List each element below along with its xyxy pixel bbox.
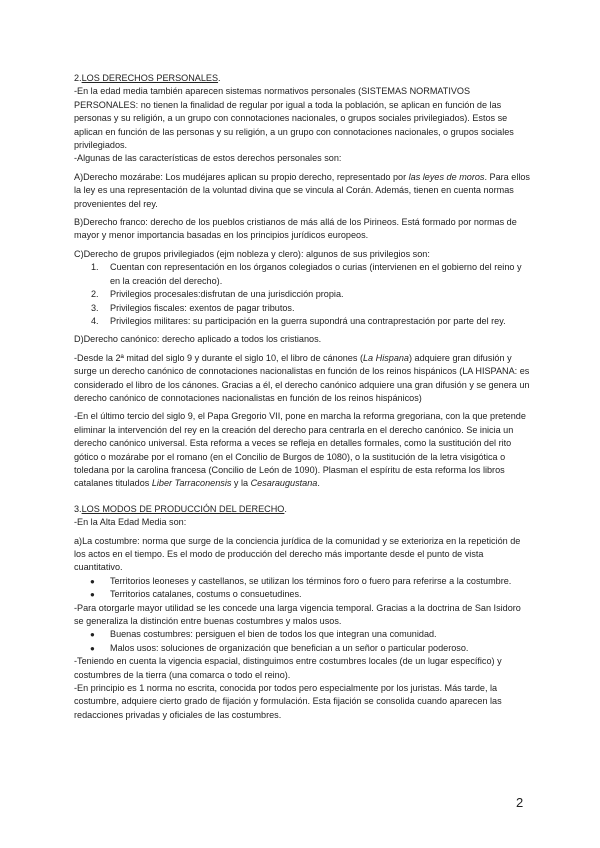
list-text: Malos usos: soluciones de organización que benefician a un señor o particular poderoso. bbox=[110, 642, 469, 653]
list-text: Cuentan con representación en los órganos colegiados o curias (intervienen en el gobierno del reino y en la creación del derecho). bbox=[110, 262, 522, 286]
text-run: A)Derecho mozárabe: Los mudéjares aplican su propio derecho, representado por bbox=[74, 171, 409, 182]
italic-run: Liber Tarraconensis bbox=[151, 478, 232, 489]
privileges-list bbox=[74, 261, 530, 328]
list-text: Territorios leoneses y castellanos, se utilizan los términos foro o fuero para referirse a la costumbre. bbox=[110, 575, 512, 586]
bullet-icon: ● bbox=[90, 576, 95, 586]
s2-intro2-paragraph: -Algunas de las características de estos derechos personales son: bbox=[74, 153, 342, 164]
hispana-paragraph bbox=[74, 352, 530, 406]
gregoriana-paragraph bbox=[74, 410, 530, 490]
text-run: ) adquiere gran difusión y surge un derecho canónico de connotaciones nacionalistas en función de los reinos hispánicos (LA HISPANA: es considerado el libro de los cánones. Gracias a él, el derecho canónico adquiere una gran difusión y se genera un derecho canónico de connotaciones nacionalistas en función de los reinos hispánicos) bbox=[74, 352, 530, 403]
list-item bbox=[74, 315, 530, 328]
text-run: -En el último tercio del siglo 9, el Papa Gregorio VII, pone en marcha la reforma gregoriana, con la que pretende eliminar la intervención del rey en la creación del derecho para centrarla en el derecho canónico. Se inicia un derecho canónico universal. Esta reforma a veces se refleja en detalles formales, como la sustitución del rito gótico o mozárabe por el romano (en el Concilio de Burgos de 1080), o la sustitución de la letra visigótica o toledana por la carolina francesa (Concilio de León de 1090). Plasman el espíritu de esta reforma los libros catalanes titulados bbox=[74, 411, 526, 489]
italic-run: Cesaraugustana bbox=[250, 478, 318, 489]
costumbre-paragraph: a)La costumbre: norma que surge de la conciencia jurídica de la comunidad y se exterioriza en la repetición de los actos en el tiempo. Es el modo de producción del derecho más importante desde el punto de vista cuantitativo. bbox=[74, 535, 521, 573]
list-item bbox=[74, 642, 530, 655]
document-page bbox=[74, 72, 530, 722]
italic-run: La Hispana bbox=[362, 352, 409, 363]
bullet-icon: ● bbox=[90, 590, 95, 600]
vigencia-temporal-paragraph: -Para otorgarle mayor utilidad se les concede una larga vigencia temporal. Gracias a la doctrina de San Isidoro se generaliza la distinción entre buenas costumbres y malos usos. bbox=[74, 602, 521, 627]
section-number: 3. bbox=[74, 503, 82, 514]
heading-period: . bbox=[218, 73, 221, 83]
section-3-heading bbox=[74, 503, 530, 516]
norma-escrita-paragraph: -En principio es 1 norma no escrita, conocida por todos pero especialmente por los juristas. Más tarde, la costumbre, adquiere cierto grado de fijación y formulación. Esta fijación se consolida cuando aparecen las redacciones privadas y oficiales de las costumbres. bbox=[74, 683, 502, 720]
privilegiados-paragraph: C)Derecho de grupos privilegiados (ejm nobleza y clero): algunos de sus privilegios son: bbox=[74, 248, 430, 259]
franco-paragraph: B)Derecho franco: derecho de los pueblos cristianos de más allá de los Pirineos. Está formado por normas de mayor y menor importancia basadas en los principios jurídicos europeos. bbox=[74, 217, 517, 241]
heading-period: . bbox=[284, 503, 287, 514]
list-number: 4. bbox=[91, 315, 99, 326]
list-item bbox=[74, 288, 530, 301]
section-title: LOS MODOS DE PRODUCCIÓN DEL DERECHO bbox=[81, 503, 285, 514]
list-item bbox=[74, 628, 530, 641]
vigencia-espacial-paragraph: -Teniendo en cuenta la vigencia espacial, distinguimos entre costumbres locales (de un lugar específico) y costumbres de la tierra (una comarca o todo el reino). bbox=[74, 656, 502, 680]
list-text: Buenas costumbres: persiguen el bien de todos los que integran una comunidad. bbox=[110, 629, 437, 640]
text-run: . Para ellos la ley es una representación de la voluntad divina que se vincula al Corán. Además, tienen en cuenta normas provenientes del rey. bbox=[74, 171, 530, 209]
list-text: Privilegios fiscales: exentos de pagar tributos. bbox=[110, 302, 295, 313]
canonico-paragraph: D)Derecho canónico: derecho aplicado a todos los cristianos. bbox=[74, 334, 322, 345]
section-2-heading bbox=[74, 72, 530, 85]
mozarabe-paragraph bbox=[74, 171, 530, 211]
bullet-icon: ● bbox=[90, 630, 95, 640]
costumbre-list bbox=[74, 575, 530, 602]
list-text: Territorios catalanes, costums o consuetudines. bbox=[110, 589, 302, 600]
s3-intro-paragraph: -En la Alta Edad Media son: bbox=[74, 517, 187, 528]
section-title: LOS DERECHOS PERSONALES bbox=[81, 73, 219, 83]
s2-intro-paragraph: -En la edad media también aparecen sistemas normativos personales (SISTEMAS NORMATIVOS PERSONALES: no tienen la finalidad de regular por igual a toda la población, se aplican en función de las personas y su religión, a un grupo con connotaciones nacionales, o grupos sociales privilegiados). Estos se aplican en función de las personas y su religión, a un grupo con connotaciones nacionales, o grupos sociales privilegiados. bbox=[74, 86, 514, 151]
list-item bbox=[74, 302, 530, 315]
italic-run: las leyes de moros bbox=[408, 171, 485, 182]
list-number: 1. bbox=[91, 262, 99, 273]
section-number: 2. bbox=[74, 73, 82, 83]
list-item bbox=[74, 261, 530, 288]
page-number: 2 bbox=[516, 795, 524, 810]
list-number: 3. bbox=[91, 302, 99, 313]
text-run: y la bbox=[231, 478, 251, 489]
list-item bbox=[74, 588, 530, 601]
list-number: 2. bbox=[91, 289, 99, 300]
list-text: Privilegios procesales:disfrutan de una jurisdicción propia. bbox=[110, 289, 344, 300]
list-item bbox=[74, 575, 530, 588]
costumbres-usos-list bbox=[74, 628, 530, 655]
bullet-icon: ● bbox=[90, 643, 95, 653]
text-run: . bbox=[317, 478, 320, 489]
list-text: Privilegios militares: su participación en la guerra supondrá una contraprestación por parte del rey. bbox=[110, 315, 506, 326]
text-run: -Desde la 2ª mitad del siglo 9 y durante el siglo 10, el libro de cánones ( bbox=[74, 352, 363, 363]
